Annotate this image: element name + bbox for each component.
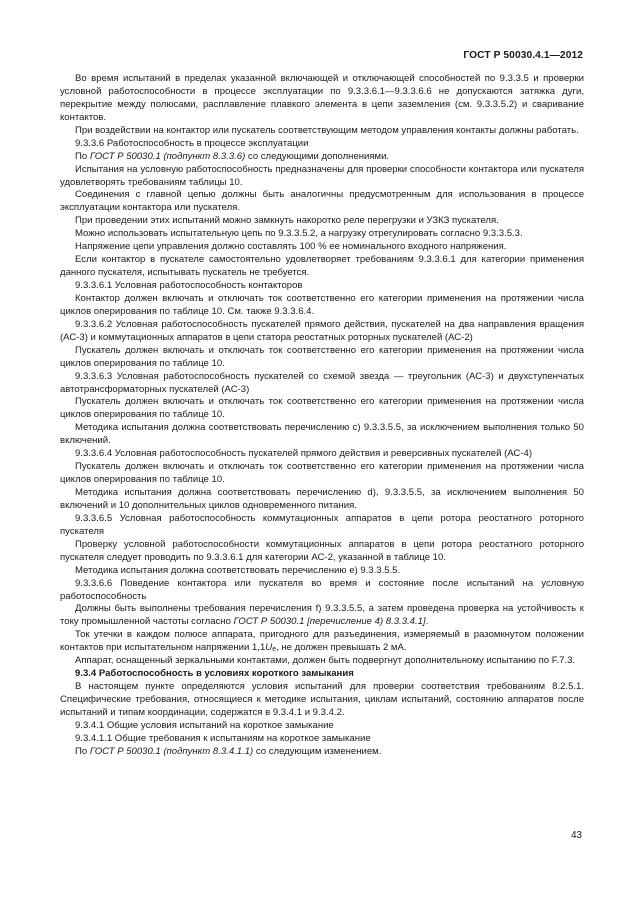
paragraph: Испытания на условную работоспособность предназначены для проверки способности контактора или пускателя удовлетворять требованиям таблицы 10. [60, 163, 584, 188]
paragraph [60, 629, 584, 655]
text: По [75, 745, 90, 757]
section-heading: 9.3.3.6.1 Условная работоспособность контакторов [75, 280, 303, 291]
section-heading: 9.3.4.1 Общие условия испытаний на короткое замыкание [75, 719, 334, 731]
paragraph: Напряжение цепи управления должно составлять 100 % ее номинального входного напряжения. [75, 241, 507, 253]
text: По [75, 150, 90, 162]
standard-reference: ГОСТ Р 50030.1 [перечисление 4) 8.3.3.4.1] [233, 616, 426, 628]
paragraph: Можно использовать испытательную цепь по 9.3.3.5.2, а нагрузку отрегулировать согласно 9.3.3.5.3. [75, 228, 523, 240]
text: со следующими дополнениями. [245, 150, 390, 162]
section-heading: 9.3.3.6.3 Условная работоспособность пускателей со схемой звезда — треугольник (АС-3) и двухступенчатых автотрансформаторных пускателей (АС-3) [60, 370, 584, 395]
section-heading: 9.3.3.6.2 Условная работоспособность пускателей прямого действия, пускателей на два направления вращения (АС-3) и коммутационных аппаратов в цепи статора реостатных роторных пускателей (АС-2) [60, 318, 584, 343]
paragraph: Пускатель должен включать и отключать ток соответственно его категории применения на протяжении числа циклов оперирования по таблице 10. [60, 396, 584, 421]
paragraph: В настоящем пункте определяются условия испытаний для проверки соответствия требованиям 8.2.5.1. Специфические требования, относящиеся к методике испытания, циклам испытаний, состоянию аппаратов после испытаний и типам координации, содержатся в 9.3.4.1 и 9.3.4.2. [60, 681, 584, 718]
text: . [425, 616, 429, 628]
paragraph [60, 603, 584, 629]
paragraph: При воздействии на контактор или пускатель соответствующим методом управления контакты должны работать. [75, 124, 579, 136]
paragraph: Соединения с главной цепью должны быть аналогичны предусмотренным для использования в процессе эксплуатации контактора или пускателя. [60, 189, 584, 214]
paragraph: Проверку условной работоспособности коммутационных аппаратов в цепи ротора реостатного роторного пускателя следует проводить по 9.3.3.6.1 для категории АС-2, указанной в таблице 10. [60, 538, 584, 563]
page-number: 43 [571, 830, 582, 841]
text: Должны быть выполнены требования перечисления f) 9.3.3.5.5, а затем проведена проверка на устойчивость к току промышленной частоты согласно [60, 603, 584, 628]
section-heading: 9.3.3.6.5 Условная работоспособность коммутационных аппаратов в цепи ротора реостатного роторного пускателя [60, 512, 584, 537]
section-heading: 9.3.4.1.1 Общие требования к испытаниям на короткое замыкание [75, 732, 371, 744]
paragraph [60, 746, 584, 759]
paragraph: Контактор должен включать и отключать ток соответственно его категории применения на протяжении числа циклов оперирования по таблице 10. См. также 9.3.3.6.4. [60, 292, 584, 317]
section-heading-bold: 9.3.4 Работоспособность в условиях короткого замыкания [75, 668, 354, 680]
paragraph: Пускатель должен включать и отключать ток соответственно его категории применения на протяжении числа циклов оперирования по таблице 10. [60, 344, 584, 369]
standard-reference: ГОСТ Р 50030.1 (подпункт 8.3.3.6) [89, 150, 246, 162]
document-header: ГОСТ Р 50030.4.1—2012 [463, 50, 583, 61]
document-body [60, 73, 584, 759]
paragraph: Пускатель должен включать и отключать ток соответственно его категории применения на протяжении числа циклов оперирования по таблице 10. [60, 461, 584, 486]
section-heading: 9.3.3.6.4 Условная работоспособность пускателей прямого действия и реверсивных пускателей (АС-4) [75, 448, 532, 460]
paragraph: Если контактор в пускателе самостоятельно удовлетворяет требованиям 9.3.3.6.1 для категории применения данного пускателя, испытывать пускатель не требуется. [60, 254, 584, 279]
voltage-subscript: e [272, 646, 277, 654]
paragraph: Методика испытания должна соответствовать перечислению d), 9.3.3.5.5, за исключением выполнения 50 включений и 10 дополнительных циклов одновременного питания. [60, 487, 584, 511]
text: , не должен превышать 2 мА. [276, 642, 407, 654]
text: Ток утечки в каждом полюсе аппарата, пригодного для разъединения, измеряемый в разомкнутом положении контактов при испытательном напряжении 1,1 [60, 629, 584, 654]
paragraph: Во время испытаний в пределах указанной включающей и отключающей способностей по 9.3.3.5 и проверки условной работоспособности в процессе эксплуатации по 9.3.3.6.1—9.3.3.6.6 не допускаются затяжка дуги, перекрытие между полюсами, расплавление плавкого элемента в цепи заземления (см. 9.3.3.5.2) и сваривание контактов. [60, 73, 584, 123]
paragraph: Аппарат, оснащенный зеркальными контактами, должен быть подвергнут дополнительному испытанию по F.7.3. [75, 655, 576, 667]
section-heading: 9.3.3.6.6 Поведение контактора или пускателя во время и состояние после испытаний на условную работоспособность [60, 577, 584, 602]
paragraph: При проведении этих испытаний можно замкнуть накоротко реле перегрузки и УЗКЗ пускателя. [75, 215, 499, 227]
paragraph [60, 151, 584, 164]
standard-reference: ГОСТ Р 50030.1 (подпункт 8.3.4.1.1) [89, 745, 254, 757]
paragraph: Методика испытания должна соответствовать перечислению е) 9.3.3.5.5. [75, 564, 401, 576]
voltage-symbol: U [265, 642, 273, 654]
section-heading: 9.3.3.6 Работоспособность в процессе эксплуатации [75, 137, 309, 149]
paragraph: Методика испытания должна соответствовать перечислению с) 9.3.3.5.5, за исключением выполнения только 50 включений. [60, 422, 584, 447]
text: со следующим изменением. [253, 745, 382, 757]
